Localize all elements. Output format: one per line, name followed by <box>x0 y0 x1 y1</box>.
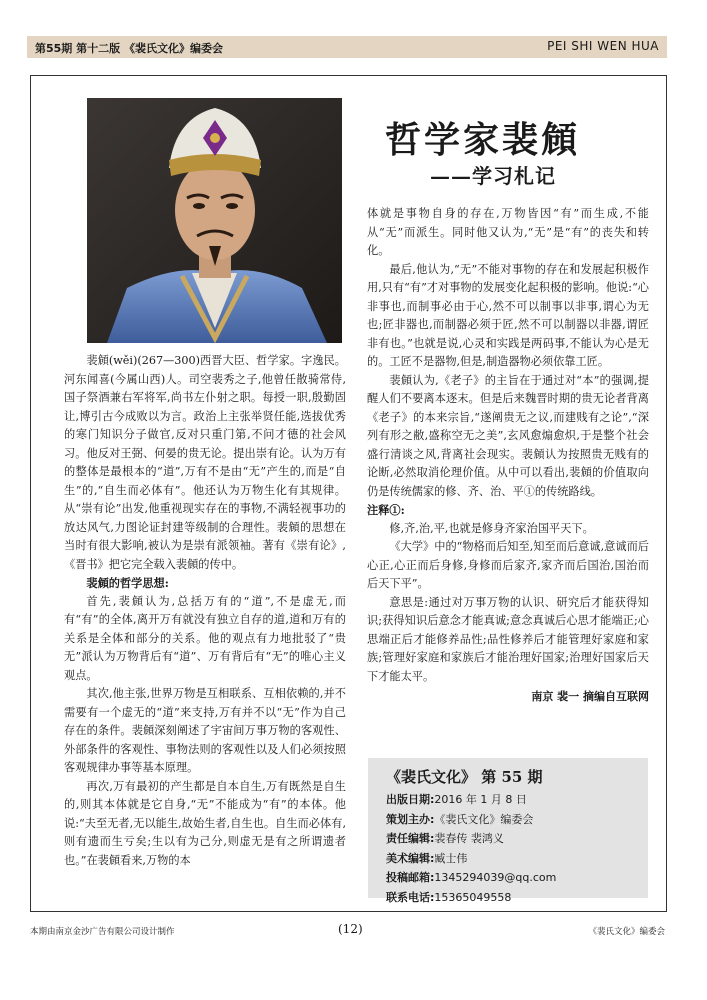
footer-publisher: 《裴氏文化》编委会 <box>588 927 665 937</box>
note-paragraph: 《大学》中的“物格而后知至,知至而后意诚,意诚而后心正,心正而后身修,身修而后家齐,家齐而后国治,国治而后天下平”。 <box>367 540 649 590</box>
body-paragraph: 裴頠认为,《老子》的主旨在于通过对“本”的强调,提醒人们不要离本逐末。但是后来魏晋时期的贵无论者背离《老子》的本来宗旨,“遂阐贵无之议,而建贱有之论”,“深列有形之敝,盛称空无之美”,玄风愈煽愈炽,于是整个社会盛行清谈之风,背离社会现实。裴頠认为按照贵无贱有的论断,必然取消伦理价值。从中可以看出,裴頠的价值取向仍是传统儒家的修、齐、治、平①的传统路线。 <box>367 373 649 498</box>
article-signature: 南京 裴一 摘编自互联网 <box>531 690 649 703</box>
article-title: 哲学家裴頠 <box>385 119 581 161</box>
footer-credit: 本期由南京金沙广告有限公司设计制作 <box>30 927 175 937</box>
issue-title: 《裴氏文化》 第 55 期 <box>386 768 543 786</box>
info-row <box>386 790 648 810</box>
info-row <box>386 888 648 908</box>
info-label: 美术编辑: <box>386 851 435 865</box>
info-label: 责任编辑: <box>386 832 435 845</box>
info-value: 15365049558 <box>434 890 512 904</box>
note-heading: 注释①: <box>367 503 405 517</box>
section-heading: 裴頠的哲学思想: <box>86 576 169 590</box>
issue-info: 第55期 第十二版 《裴氏文化》编委会 <box>35 42 223 55</box>
body-paragraph: 首先,裴頠认为,总括万有的“道”,不是虚无,而有“有”的全体,离开万有就没有独立自存的道,道和万有的关系是全体和部分的关系。他的观点有力地批驳了“贵无”派认为万物背后有“道”、万有背后有“无”的唯心主义观点。 <box>64 594 346 682</box>
info-value: 2016 年 1 月 8 日 <box>434 793 527 806</box>
info-label: 投稿邮箱: <box>386 871 435 884</box>
page-number: (12) <box>338 922 363 936</box>
info-row <box>386 829 648 849</box>
info-row <box>386 849 648 869</box>
body-paragraph: 最后,他认为,“无”不能对事物的存在和发展起积极作用,只有“有”才对事物的发展变化起积极的影响。他说:“心非事也,而制事必由于心,然不可以制事以非事,谓心为无也;匠非器也,而制器必须于匠,然不可以制器以非器,谓匠非有也。”也就是说,心灵和实践是两码事,不能认为心是无的。工匠不是器物,但是,制造器物必须依靠工匠。 <box>367 262 649 368</box>
intro-paragraph: 裴頠(wěi)(267—300)西晋大臣、哲学家。字逸民。河东闻喜(今属山西)人。司空裴秀之子,他曾任散骑常侍,国子祭酒兼右军将军,尚书左仆射之职。每授一职,殷勤固让,博引古今成败以为言。政治上主张举贤任能,选拔优秀的寒门知识分子做官,反对只重门第,不问才德的社会风习。他反对王弼、何晏的贵无论。提出崇有论。认为万有的整体是最根本的“道”,万有不是由“无”产生的,而是“自生”的,“自生而必体有”。他还认为万物生化有其规律。从“崇有论”出发,他重视现实存在的事物,不满轻视事功的放达风气,力图论证封建等级制的合理性。裴頠的思想在当时有很大影响,被认为是崇有派领袖。著有《崇有论》,《晋书》把它完全载入裴頠的传中。 <box>64 354 346 571</box>
issue-info-box <box>368 758 648 904</box>
publication-name: PEI SHI WEN HUA <box>547 39 659 53</box>
info-value: 臧士伟 <box>434 851 468 865</box>
info-value: 《裴氏文化》编委会 <box>434 812 534 826</box>
info-row <box>386 868 648 888</box>
portrait-image <box>87 98 342 343</box>
note-paragraph: 修,齐,治,平,也就是修身齐家治国平天下。 <box>389 521 594 535</box>
body-paragraph: 其次,他主张,世界万物是互相联系、互相依赖的,并不需要有一个虚无的“道”来支持,万有并不以“无”作为自己存在的条件。裴頠深刻阐述了宇宙间万事万物的客观性、外部条件的客观性、事物法则的客观性以及人们必须按照客观规律办事等基本原理。 <box>64 687 346 774</box>
note-paragraph: 意思是:通过对万事万物的认识、研究后才能获得知识;获得知识后意念才能真诚;意念真诚后心思才能端正;心思端正后才能修养品性;品性修养后才能管理好家庭和家族;管理好家庭和家族后才能治理好国家;治理好国家后天下才能太平。 <box>367 595 649 683</box>
left-column <box>64 352 346 870</box>
page-header <box>27 36 667 58</box>
info-label: 策划主办: <box>386 812 435 826</box>
info-label: 出版日期: <box>386 793 435 806</box>
right-column <box>367 205 649 707</box>
body-paragraph: 体就是事物自身的存在,万物皆因“有”而生成,不能从“无”而派生。同时他又认为,“无”是“有”的丧失和转化。 <box>367 207 649 257</box>
info-value: 1345294039@qq.com <box>434 871 557 884</box>
info-value: 裴春传 裴鸿义 <box>434 832 504 845</box>
body-paragraph: 再次,万有最初的产生都是自本自生,万有既然是自生的,则其本体就是它自身,“无”不能成为“有”的本体。他说:“夫至无者,无以能生,故始生者,自生也。自生而必体有,则有遗而生亏矣;生以有为己分,则虚无是有之所谓遗者也。”在裴頠看来,万物的本 <box>64 779 346 867</box>
info-row <box>386 810 648 830</box>
info-label: 联系电话: <box>386 890 435 904</box>
article-subtitle: ——学习札记 <box>430 164 556 188</box>
